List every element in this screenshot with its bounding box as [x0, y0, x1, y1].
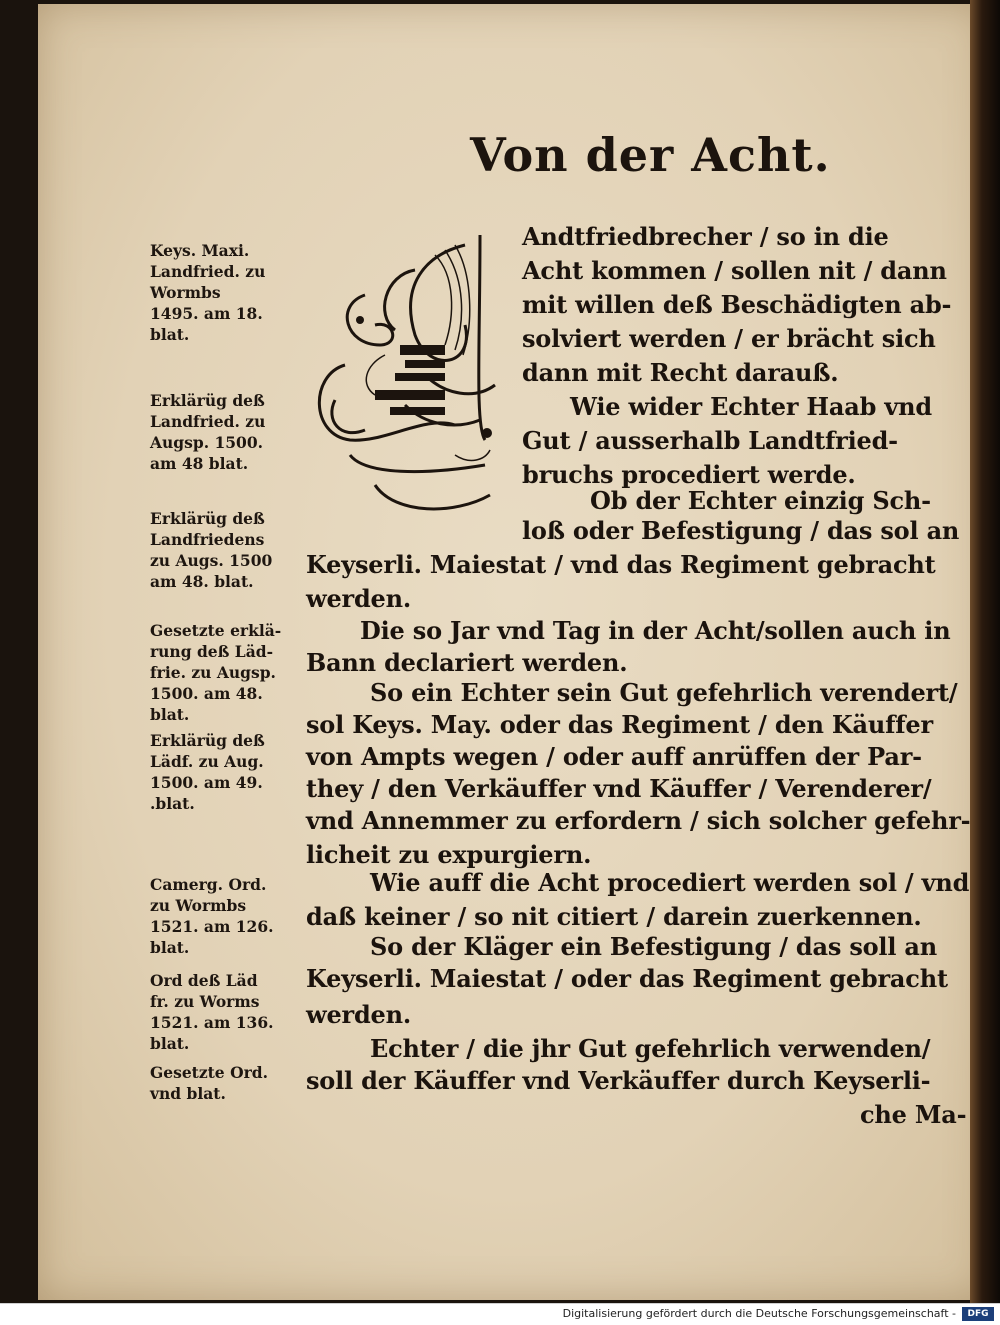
body-line: Die so Jar vnd Tag in der Acht/sollen auch in	[360, 616, 951, 645]
dfg-logo: DFG	[962, 1307, 994, 1321]
body-line: Wie wider Echter Haab vnd	[570, 392, 932, 421]
body-line: mit willen deß Beschädigten ab-	[522, 290, 952, 319]
body-line: Wie auff die Acht procediert werden sol / vnd	[370, 868, 970, 897]
body-line: Keyserli. Maiestat / oder das Regiment gebracht	[306, 964, 948, 993]
body-line: So ein Echter sein Gut gefehrlich verendert/	[370, 678, 958, 707]
body-line: von Ampts wegen / oder auff anrüffen der Par-	[306, 742, 922, 771]
body-line: Andtfriedbrecher / so in die	[522, 222, 889, 251]
margin-note: Erklärüg deß Lädf. zu Aug. 1500. am 49. .blat.	[150, 731, 265, 813]
margin-note: Gesetzte erklä- rung deß Läd- frie. zu Augsp. 1500. am 48. blat.	[150, 621, 282, 724]
body-line: licheit zu expurgiern.	[306, 840, 592, 869]
body-line: Ob der Echter einzig Sch-	[590, 486, 931, 515]
margin-note: Ord deß Läd fr. zu Worms 1521. am 136. blat.	[150, 971, 274, 1053]
body-line: loß oder Befestigung / das sol an	[522, 516, 960, 545]
body-line: vnd Annemmer zu erfordern / sich solcher gefehr-	[306, 806, 971, 835]
footer-bar	[0, 1303, 1000, 1325]
body-line: Echter / die jhr Gut gefehrlich verwenden/	[370, 1034, 931, 1063]
body-line: dann mit Recht darauß.	[522, 358, 839, 387]
page-heading: Von der Acht.	[470, 128, 831, 182]
funding-notice: Digitalisierung gefördert durch die Deutsche Forschungsgemeinschaft -	[562, 1307, 956, 1320]
body-line: solviert werden / er brächt sich	[522, 324, 936, 353]
body-line: they / den Verkäuffer vnd Käuffer / Verenderer/	[306, 774, 932, 803]
body-line: Keyserli. Maiestat / vnd das Regiment gebracht	[306, 550, 936, 579]
body-line: werden.	[306, 1000, 412, 1029]
body-line: sol Keys. May. oder das Regiment / den Käuffer	[306, 710, 933, 739]
body-line: soll der Käuffer vnd Verkäuffer durch Keyserli-	[306, 1066, 931, 1095]
decorated-initial-l	[305, 225, 515, 525]
body-line: So der Kläger ein Befestigung / das soll an	[370, 932, 938, 961]
body-line: bruchs procediert werde.	[522, 460, 856, 489]
body-line: daß keiner / so nit citiert / darein zuerkennen.	[306, 902, 922, 931]
margin-note: Keys. Maxi. Landfried. zu Wormbs 1495. am 18. blat.	[150, 241, 266, 344]
body-line: Bann declariert werden.	[306, 648, 628, 677]
body-line: Gut / ausserhalb Landtfried-	[522, 426, 898, 455]
catchword: che Ma-	[860, 1100, 967, 1129]
book-gutter	[970, 0, 1000, 1303]
margin-note: Gesetzte Ord. vnd blat.	[150, 1063, 268, 1103]
margin-note: Erklärüg deß Landfried. zu Augsp. 1500. am 48 blat.	[150, 391, 266, 473]
margin-note: Camerg. Ord. zu Wormbs 1521. am 126. blat.	[150, 875, 274, 957]
body-line: Acht kommen / sollen nit / dann	[522, 256, 947, 285]
margin-note: Erklärüg deß Landfriedens zu Augs. 1500 am 48. blat.	[150, 509, 273, 591]
body-line: werden.	[306, 584, 412, 613]
